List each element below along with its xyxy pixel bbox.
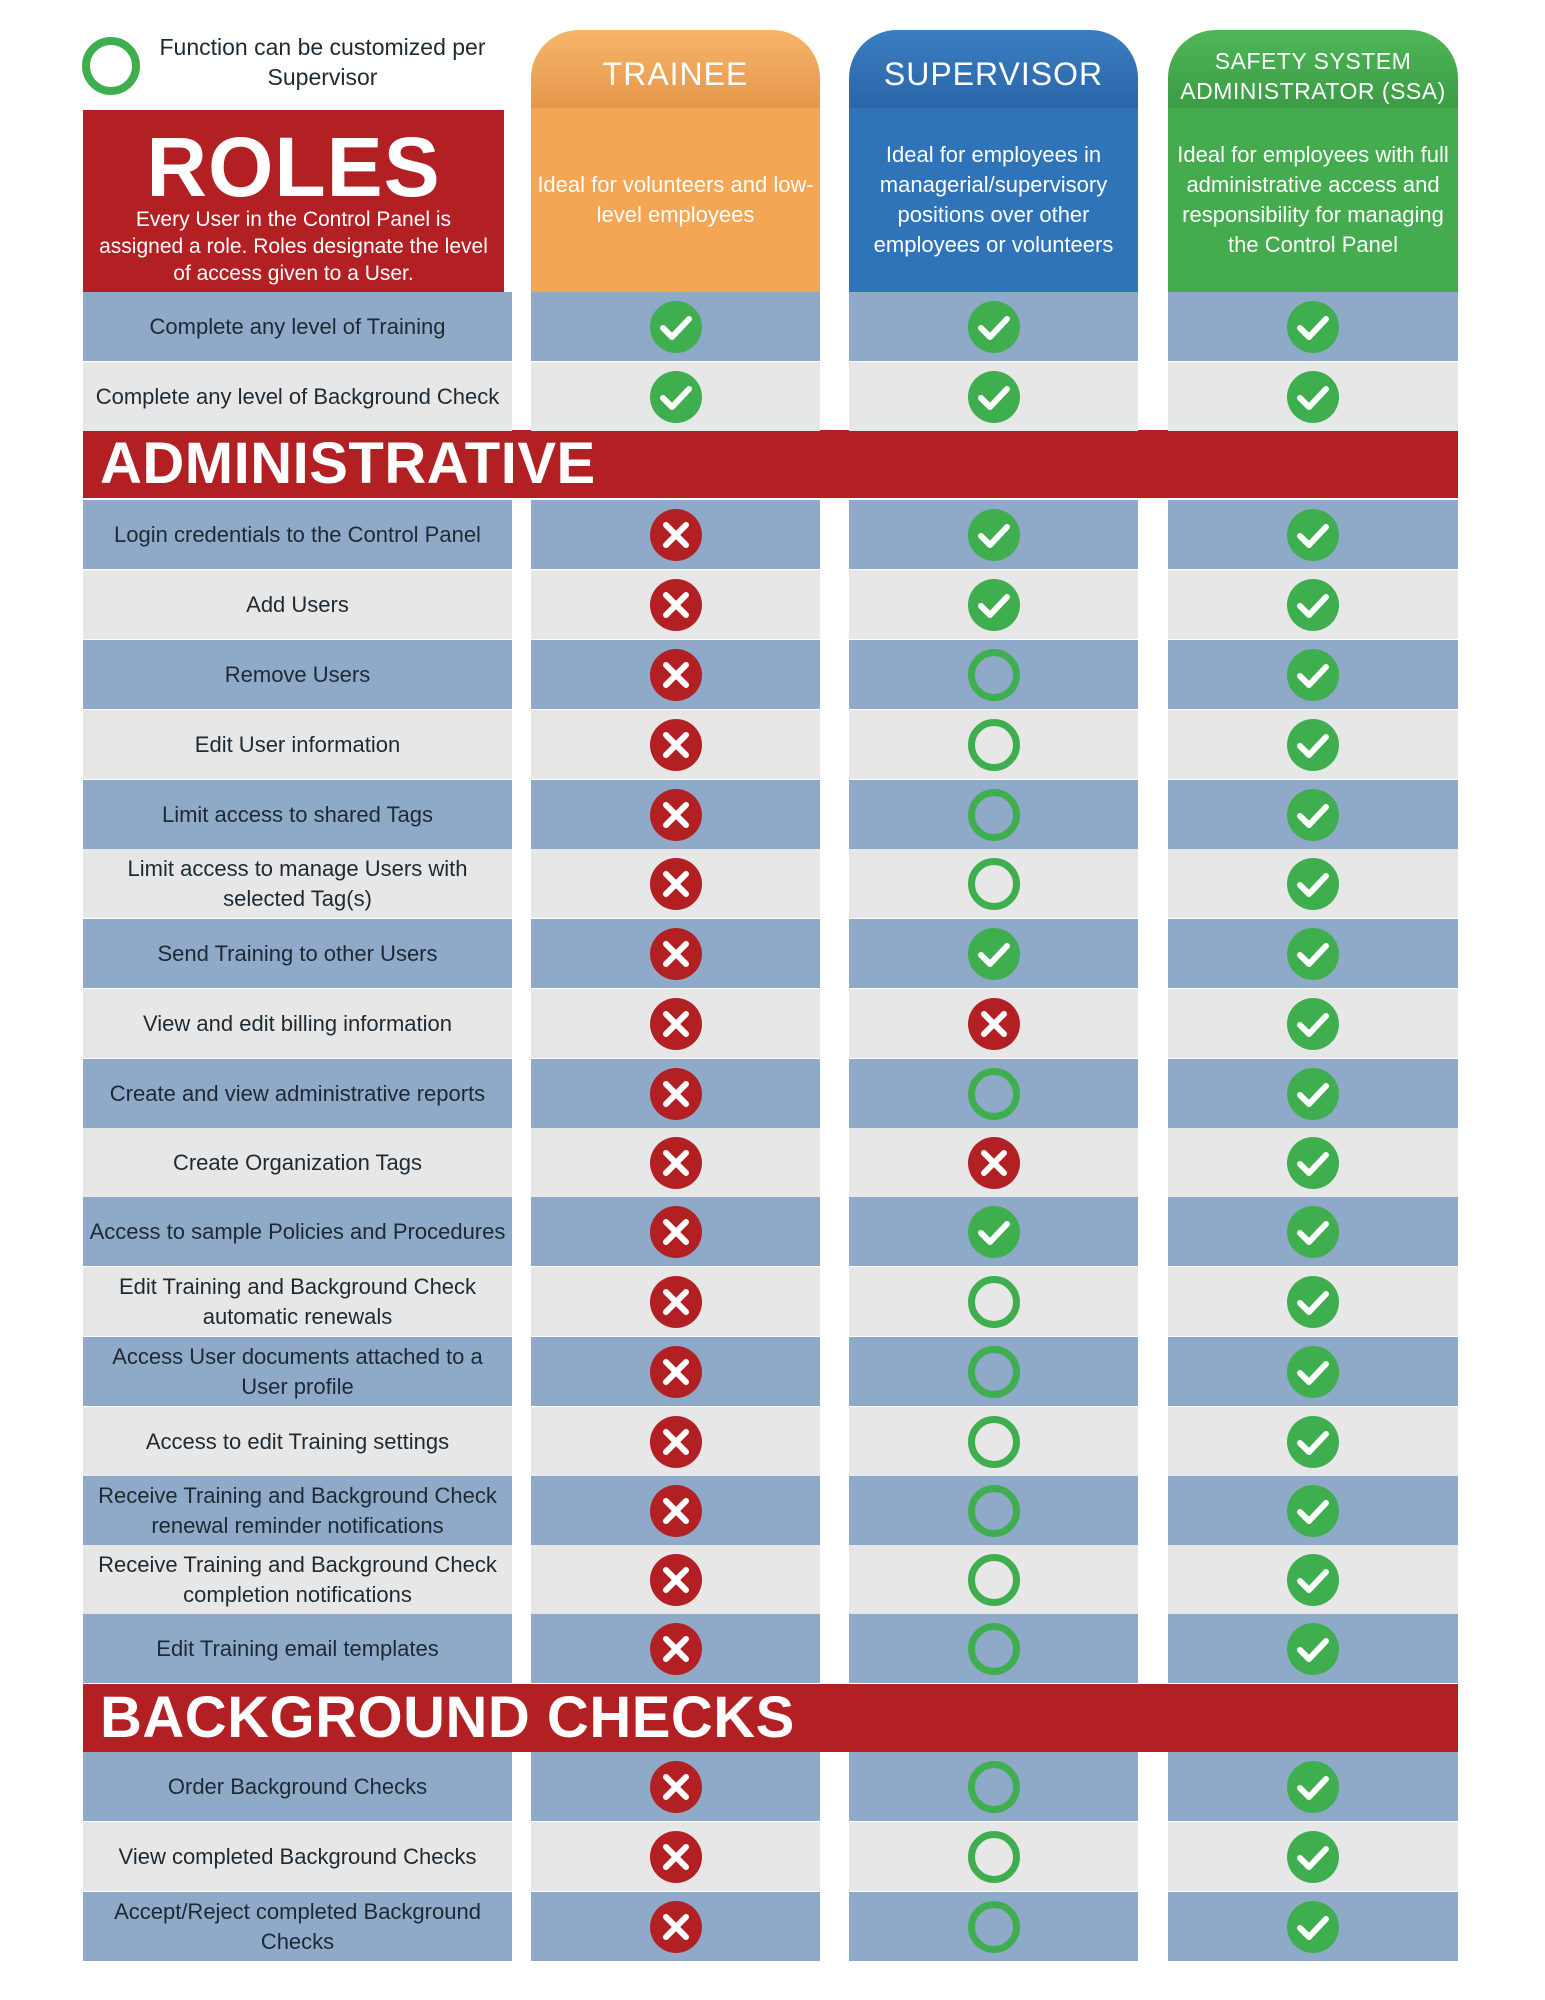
- check-icon: [1286, 508, 1340, 562]
- ssa-cell: [1168, 1128, 1458, 1197]
- supervisor-cell: [849, 1545, 1138, 1614]
- cross-icon: [649, 1345, 703, 1399]
- ring-icon: [967, 857, 1021, 911]
- cross-icon: [649, 927, 703, 981]
- trainee-cell: [531, 1059, 820, 1128]
- ssa-cell: [1168, 1337, 1458, 1406]
- check-icon: [1286, 1622, 1340, 1676]
- check-icon: [1286, 788, 1340, 842]
- table-row: [0, 710, 1545, 779]
- supervisor-cell: [849, 362, 1138, 431]
- cross-icon: [649, 1484, 703, 1538]
- ssa-cell: [1168, 919, 1458, 988]
- ssa-cell: [1168, 1059, 1458, 1128]
- ring-icon: [967, 1415, 1021, 1469]
- ssa-header: SAFETY SYSTEM ADMINISTRATOR (SSA): [1168, 30, 1458, 108]
- trainee-cell: [531, 1128, 820, 1197]
- check-icon: [1286, 1553, 1340, 1607]
- check-icon: [1286, 997, 1340, 1051]
- cross-icon: [649, 1067, 703, 1121]
- trainee-cell: [531, 570, 820, 639]
- table-row: [0, 362, 1545, 431]
- check-icon: [1286, 578, 1340, 632]
- supervisor-cell: [849, 1197, 1138, 1266]
- trainee-cell: [531, 1267, 820, 1336]
- cross-icon: [649, 1415, 703, 1469]
- table-row: [0, 1128, 1545, 1197]
- table-row: [0, 500, 1545, 569]
- table-row: [0, 1197, 1545, 1266]
- ring-icon: [967, 1067, 1021, 1121]
- roles-title: ROLES: [146, 120, 441, 214]
- check-icon: [1286, 1900, 1340, 1954]
- cross-icon: [649, 857, 703, 911]
- supervisor-cell: [849, 919, 1138, 988]
- check-icon: [1286, 1275, 1340, 1329]
- ssa-cell: [1168, 570, 1458, 639]
- row-label: Accept/Reject completed Background Checks: [83, 1892, 512, 1961]
- row-label: Receive Training and Background Check completion notifications: [83, 1545, 512, 1614]
- supervisor-cell: [849, 1128, 1138, 1197]
- table-row: [0, 1407, 1545, 1476]
- check-icon: [1286, 370, 1340, 424]
- roles-box: [83, 110, 504, 292]
- supervisor-cell: [849, 1267, 1138, 1336]
- check-icon: [967, 927, 1021, 981]
- supervisor-cell: [849, 1407, 1138, 1476]
- supervisor-cell: [849, 500, 1138, 569]
- supervisor-cell: [849, 710, 1138, 779]
- trainee-cell: [531, 1614, 820, 1683]
- trainee-cell: [531, 1545, 820, 1614]
- check-icon: [967, 300, 1021, 354]
- cross-icon: [649, 1136, 703, 1190]
- cross-icon: [967, 997, 1021, 1051]
- row-label: View completed Background Checks: [83, 1822, 512, 1891]
- ring-icon: [967, 1275, 1021, 1329]
- row-label: Login credentials to the Control Panel: [83, 500, 512, 569]
- supervisor-cell: [849, 640, 1138, 709]
- trainee-cell: [531, 1822, 820, 1891]
- check-icon: [649, 370, 703, 424]
- supervisor-cell: [849, 1476, 1138, 1545]
- trainee-cell: [531, 1892, 820, 1961]
- ssa-cell: [1168, 780, 1458, 849]
- ring-icon: [967, 1622, 1021, 1676]
- check-icon: [1286, 718, 1340, 772]
- supervisor-cell: [849, 1059, 1138, 1128]
- table-row: [0, 1545, 1545, 1614]
- ssa-cell: [1168, 362, 1458, 431]
- check-icon: [1286, 927, 1340, 981]
- check-icon: [967, 1205, 1021, 1259]
- supervisor-cell: [849, 1752, 1138, 1821]
- trainee-cell: [531, 989, 820, 1058]
- ssa-cell: [1168, 1197, 1458, 1266]
- check-icon: [1286, 1136, 1340, 1190]
- row-label: Edit Training and Background Check automatic renewals: [83, 1267, 512, 1336]
- check-icon: [967, 578, 1021, 632]
- table-row: [0, 640, 1545, 709]
- section-banner-administrative: ADMINISTRATIVE: [83, 430, 1458, 498]
- ssa-cell: [1168, 989, 1458, 1058]
- roles-description: Every User in the Control Panel is assigned a role. Roles designate the level of access given to a User.: [99, 208, 488, 285]
- row-label: Complete any level of Training: [83, 292, 512, 361]
- trainee-description: Ideal for volunteers and low-level employees: [531, 108, 820, 292]
- supervisor-cell: [849, 292, 1138, 361]
- table-row: [0, 1614, 1545, 1683]
- row-label: View and edit billing information: [83, 989, 512, 1058]
- check-icon: [1286, 1345, 1340, 1399]
- cross-icon: [649, 997, 703, 1051]
- table-row: [0, 1267, 1545, 1336]
- ssa-cell: [1168, 1476, 1458, 1545]
- trainee-cell: [531, 710, 820, 779]
- trainee-cell: [531, 919, 820, 988]
- cross-icon: [649, 648, 703, 702]
- trainee-cell: [531, 1197, 820, 1266]
- row-label: Access to sample Policies and Procedures: [83, 1197, 512, 1266]
- ssa-cell: [1168, 1892, 1458, 1961]
- ssa-cell: [1168, 1267, 1458, 1336]
- section-banner-background-checks: BACKGROUND CHECKS: [83, 1684, 1458, 1752]
- supervisor-cell: [849, 1614, 1138, 1683]
- ssa-cell: [1168, 710, 1458, 779]
- supervisor-cell: [849, 780, 1138, 849]
- supervisor-header: SUPERVISOR: [849, 30, 1138, 108]
- check-icon: [1286, 1484, 1340, 1538]
- check-icon: [649, 300, 703, 354]
- table-row: [0, 1476, 1545, 1545]
- customizable-ring-icon: [82, 37, 140, 95]
- ssa-description: Ideal for employees with full administrative access and responsibility for managing the Control Panel: [1168, 108, 1458, 292]
- ring-icon: [967, 1900, 1021, 1954]
- check-icon: [1286, 857, 1340, 911]
- cross-icon: [649, 1830, 703, 1884]
- ring-icon: [967, 1553, 1021, 1607]
- supervisor-cell: [849, 849, 1138, 918]
- check-icon: [1286, 1067, 1340, 1121]
- cross-icon: [649, 1205, 703, 1259]
- ssa-cell: [1168, 1614, 1458, 1683]
- trainee-cell: [531, 849, 820, 918]
- table-row: [0, 1822, 1545, 1891]
- table-row: [0, 849, 1545, 918]
- cross-icon: [649, 718, 703, 772]
- cross-icon: [649, 508, 703, 562]
- legend-text: Function can be customized per Supervisor: [159, 34, 486, 90]
- row-label: Edit User information: [83, 710, 512, 779]
- trainee-cell: [531, 292, 820, 361]
- ring-icon: [967, 788, 1021, 842]
- row-label: Create Organization Tags: [83, 1128, 512, 1197]
- cross-icon: [649, 1622, 703, 1676]
- supervisor-cell: [849, 989, 1138, 1058]
- check-icon: [967, 370, 1021, 424]
- ssa-cell: [1168, 500, 1458, 569]
- check-icon: [1286, 300, 1340, 354]
- table-row: [0, 1337, 1545, 1406]
- trainee-cell: [531, 1337, 820, 1406]
- trainee-header: TRAINEE: [531, 30, 820, 108]
- ssa-cell: [1168, 1545, 1458, 1614]
- row-label: Access to edit Training settings: [83, 1407, 512, 1476]
- ssa-cell: [1168, 1407, 1458, 1476]
- row-label: Remove Users: [83, 640, 512, 709]
- ssa-cell: [1168, 1752, 1458, 1821]
- row-label: Limit access to manage Users with selected Tag(s): [83, 849, 512, 918]
- ssa-cell: [1168, 292, 1458, 361]
- supervisor-description: Ideal for employees in managerial/supervisory positions over other employees or volunteers: [849, 108, 1138, 292]
- row-label: Complete any level of Background Check: [83, 362, 512, 431]
- trainee-cell: [531, 362, 820, 431]
- row-label: Order Background Checks: [83, 1752, 512, 1821]
- trainee-cell: [531, 1407, 820, 1476]
- row-label: Receive Training and Background Check renewal reminder notifications: [83, 1476, 512, 1545]
- supervisor-cell: [849, 1892, 1138, 1961]
- ring-icon: [967, 1760, 1021, 1814]
- row-label: Edit Training email templates: [83, 1614, 512, 1683]
- table-row: [0, 570, 1545, 639]
- row-label: Add Users: [83, 570, 512, 639]
- trainee-cell: [531, 1476, 820, 1545]
- cross-icon: [649, 788, 703, 842]
- ring-icon: [967, 1484, 1021, 1538]
- ring-icon: [967, 718, 1021, 772]
- check-icon: [1286, 1205, 1340, 1259]
- ssa-cell: [1168, 849, 1458, 918]
- row-label: Send Training to other Users: [83, 919, 512, 988]
- table-row: [0, 1752, 1545, 1821]
- check-icon: [1286, 648, 1340, 702]
- cross-icon: [649, 1760, 703, 1814]
- ssa-cell: [1168, 1822, 1458, 1891]
- trainee-cell: [531, 640, 820, 709]
- row-label: Access User documents attached to a User profile: [83, 1337, 512, 1406]
- ring-icon: [967, 1830, 1021, 1884]
- trainee-cell: [531, 780, 820, 849]
- check-icon: [1286, 1415, 1340, 1469]
- cross-icon: [649, 1900, 703, 1954]
- check-icon: [1286, 1760, 1340, 1814]
- supervisor-cell: [849, 1822, 1138, 1891]
- trainee-cell: [531, 500, 820, 569]
- row-label: Limit access to shared Tags: [83, 780, 512, 849]
- table-row: [0, 780, 1545, 849]
- table-row: [0, 1059, 1545, 1128]
- supervisor-cell: [849, 1337, 1138, 1406]
- table-row: [0, 292, 1545, 361]
- supervisor-cell: [849, 570, 1138, 639]
- check-icon: [967, 508, 1021, 562]
- cross-icon: [967, 1136, 1021, 1190]
- cross-icon: [649, 578, 703, 632]
- check-icon: [1286, 1830, 1340, 1884]
- cross-icon: [649, 1553, 703, 1607]
- cross-icon: [649, 1275, 703, 1329]
- ring-icon: [967, 1345, 1021, 1399]
- table-row: [0, 989, 1545, 1058]
- table-row: [0, 1892, 1545, 1961]
- row-label: Create and view administrative reports: [83, 1059, 512, 1128]
- trainee-cell: [531, 1752, 820, 1821]
- ring-icon: [967, 648, 1021, 702]
- ssa-cell: [1168, 640, 1458, 709]
- table-row: [0, 919, 1545, 988]
